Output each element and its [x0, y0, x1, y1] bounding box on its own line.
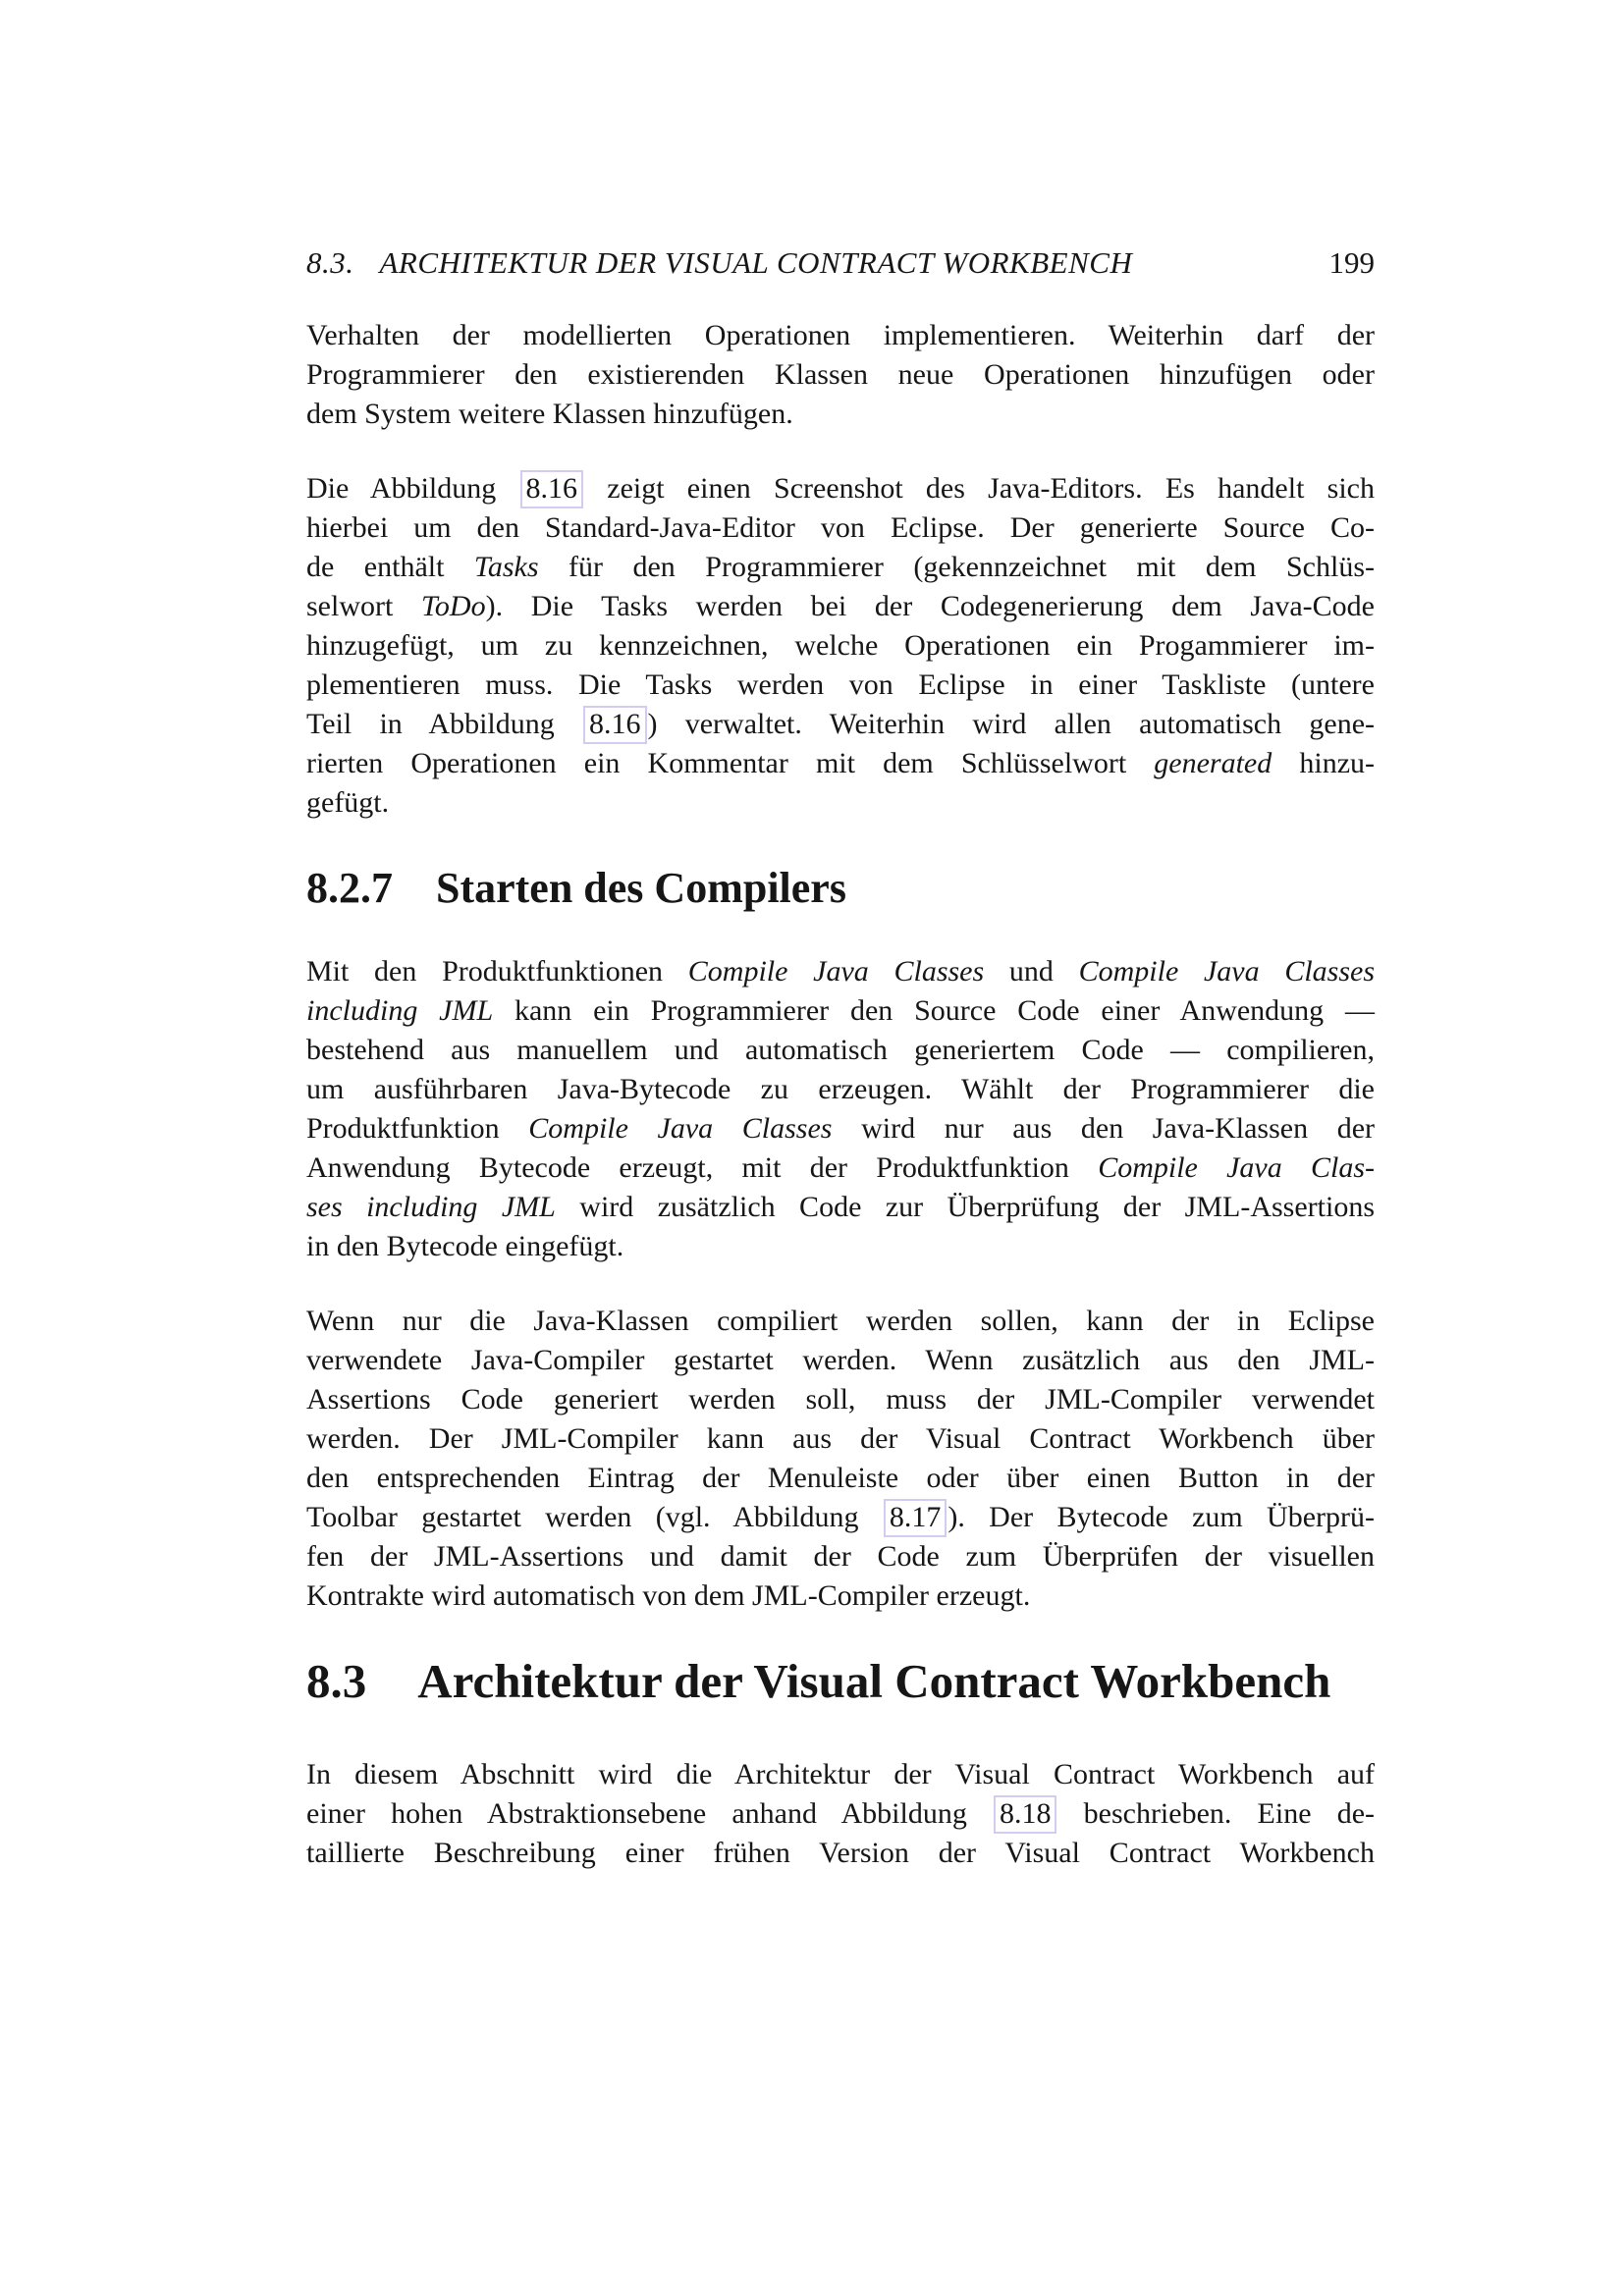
text-run: fen der JML-Assertions und damit der Code zum Überprüfen der visuellen — [306, 1540, 1375, 1573]
text-line — [306, 1031, 1375, 1070]
text-run: den entsprechenden Eintrag der Menuleiste oder über einen Button in der — [306, 1462, 1375, 1494]
text-run: kann ein Programmierer den Source Code einer Anwendung — — [493, 994, 1375, 1027]
text-line — [306, 1227, 1375, 1266]
text-line — [306, 355, 1375, 395]
text-run: hinzu- — [1272, 747, 1376, 779]
text-run: ). Der Bytecode zum Überprü- — [947, 1501, 1375, 1533]
text-run: Anwendung Bytecode erzeugt, mit der Produktfunktion — [306, 1151, 1099, 1184]
text-run: Teil in Abbildung — [306, 708, 582, 740]
text-line — [306, 1380, 1375, 1419]
text-run: Produktfunktion — [306, 1112, 529, 1145]
paragraph — [306, 1302, 1375, 1616]
text-line — [306, 1419, 1375, 1459]
text-line — [306, 1341, 1375, 1380]
emphasis-text: generated — [1154, 747, 1272, 779]
text-run: einer hohen Abstraktionsebene anhand Abbildung — [306, 1797, 993, 1830]
text-run: dem System weitere Klassen hinzufügen. — [306, 398, 793, 430]
subsection-heading — [306, 862, 1375, 915]
figure-ref-link[interactable]: 8.16 — [583, 706, 647, 744]
text-line — [306, 1459, 1375, 1498]
page-number: 199 — [1328, 245, 1375, 280]
text-line — [306, 952, 1375, 991]
text-run: Verhalten der modellierten Operationen implementieren. Weiterhin darf der — [306, 319, 1375, 351]
text-line — [306, 508, 1375, 548]
text-line — [306, 1109, 1375, 1148]
emphasis-text: Compile Java Classes — [687, 955, 985, 988]
text-line — [306, 1834, 1375, 1873]
running-header-section-number: 8.3. — [306, 245, 354, 280]
text-line — [306, 1148, 1375, 1188]
paragraph — [306, 469, 1375, 823]
text-run: selwort — [306, 590, 421, 622]
text-run: Die Abbildung — [306, 472, 519, 505]
heading-title: Architektur der Visual Contract Workbench — [417, 1654, 1331, 1708]
text-run: taillierte Beschreibung einer frühen Version der Visual Contract Workbench — [306, 1837, 1375, 1869]
text-run: ). Die Tasks werden bei der Codegenerierung dem Java-Code — [485, 590, 1375, 622]
text-run: wird nur aus den Java-Klassen der — [832, 1112, 1375, 1145]
text-run: hierbei um den Standard-Java-Editor von Eclipse. Der generierte Source Co- — [306, 511, 1375, 544]
text-line — [306, 1498, 1375, 1537]
text-line — [306, 1070, 1375, 1109]
emphasis-text: Compile Java Classes — [1078, 955, 1376, 988]
text-line — [306, 1576, 1375, 1616]
text-line — [306, 626, 1375, 666]
text-run: verwendete Java-Compiler gestartet werden. Wenn zusätzlich aus den JML- — [306, 1344, 1375, 1376]
text-run: Assertions Code generiert werden soll, muss der JML-Compiler verwendet — [306, 1383, 1375, 1415]
text-run: rierten Operationen ein Kommentar mit dem Schlüsselwort — [306, 747, 1155, 779]
paragraph — [306, 952, 1375, 1266]
text-run: zeigt einen Screenshot des Java-Editors. Es handelt sich — [584, 472, 1375, 505]
text-run: Wenn nur die Java-Klassen compiliert werden sollen, kann der in Eclipse — [306, 1305, 1375, 1337]
text-line — [306, 1794, 1375, 1834]
text-line — [306, 783, 1375, 823]
text-line — [306, 469, 1375, 508]
emphasis-text: ses including JML — [306, 1191, 556, 1223]
text-line — [306, 1188, 1375, 1227]
text-run: wird zusätzlich Code zur Überprüfung der JML-Assertions — [555, 1191, 1375, 1223]
text-run: beschrieben. Eine de- — [1057, 1797, 1375, 1830]
text-run: Programmierer den existierenden Klassen neue Operationen hinzufügen oder — [306, 358, 1375, 391]
content-blocks — [306, 316, 1375, 1908]
text-run: um ausführbaren Java-Bytecode zu erzeugen. Wählt der Programmierer die — [306, 1073, 1375, 1105]
text-run: plementieren muss. Die Tasks werden von Eclipse in einer Taskliste (untere — [306, 668, 1375, 701]
text-line — [306, 395, 1375, 434]
paragraph — [306, 316, 1375, 434]
section-heading — [306, 1651, 1375, 1712]
emphasis-text: including JML — [306, 994, 494, 1027]
emphasis-text: Compile Java Clas- — [1098, 1151, 1375, 1184]
figure-ref-link[interactable]: 8.17 — [884, 1499, 947, 1537]
running-header-left — [306, 245, 1132, 281]
text-line — [306, 548, 1375, 587]
text-line — [306, 666, 1375, 705]
text-run: bestehend aus manuellem und automatisch generiertem Code — compilieren, — [306, 1034, 1375, 1066]
paragraph — [306, 1755, 1375, 1873]
emphasis-text: Compile Java Classes — [528, 1112, 833, 1145]
running-header — [306, 245, 1375, 281]
text-line — [306, 1755, 1375, 1794]
heading-title: Starten des Compilers — [436, 864, 846, 912]
heading-number: 8.3 — [306, 1654, 367, 1708]
text-run: werden. Der JML-Compiler kann aus der Visual Contract Workbench über — [306, 1422, 1375, 1455]
text-line — [306, 744, 1375, 783]
text-run: de enthält — [306, 551, 474, 583]
page-content — [306, 245, 1375, 1908]
figure-ref-link[interactable]: 8.18 — [994, 1795, 1057, 1834]
figure-ref-link[interactable]: 8.16 — [520, 470, 584, 508]
text-line — [306, 705, 1375, 744]
text-line — [306, 1537, 1375, 1576]
text-line — [306, 316, 1375, 355]
emphasis-text: Tasks — [473, 551, 539, 583]
heading-number: 8.2.7 — [306, 864, 393, 912]
text-line — [306, 587, 1375, 626]
text-run: In diesem Abschnitt wird die Architektur der Visual Contract Workbench auf — [306, 1758, 1375, 1790]
running-header-title: ARCHITEKTUR DER VISUAL CONTRACT WORKBENCH — [379, 245, 1133, 280]
text-run: Mit den Produktfunktionen — [306, 955, 688, 988]
text-run: in den Bytecode eingefügt. — [306, 1230, 624, 1262]
text-run: Kontrakte wird automatisch von dem JML-Compiler erzeugt. — [306, 1579, 1031, 1612]
text-run: gefügt. — [306, 786, 390, 819]
text-run: ) verwaltet. Weiterhin wird allen automatisch gene- — [647, 708, 1375, 740]
emphasis-text: ToDo — [420, 590, 486, 622]
text-line — [306, 1302, 1375, 1341]
text-run: hinzugefügt, um zu kennzeichnen, welche Operationen ein Progammierer im- — [306, 629, 1375, 662]
text-run: für den Programmierer (gekennzeichnet mit dem Schlüs- — [538, 551, 1375, 583]
text-run: Toolbar gestartet werden (vgl. Abbildung — [306, 1501, 883, 1533]
text-run: und — [984, 955, 1079, 988]
text-line — [306, 991, 1375, 1031]
